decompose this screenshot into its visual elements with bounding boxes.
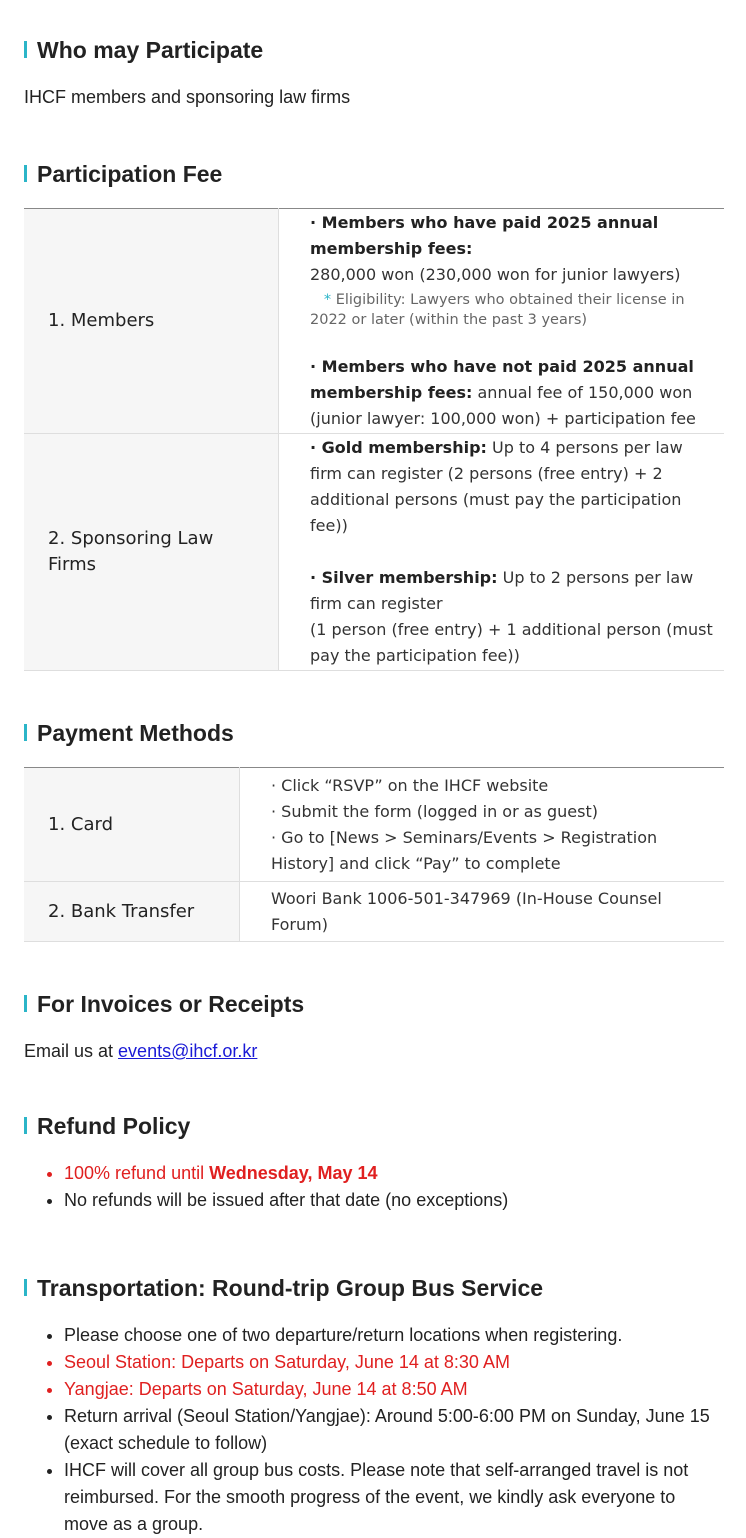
payment-heading: Payment Methods (24, 719, 724, 747)
silver-text-2: (1 person (free entry) + 1 additional person (must pay the participation fee)) (310, 620, 713, 665)
gold-text: Up to 4 persons per law firm can register (2 persons (free entry) + 2 additional persons (must pay the participation fee)) (310, 438, 683, 535)
participate-text: IHCF members and sponsoring law firms (24, 87, 351, 107)
table-row (24, 434, 724, 671)
bank-text: Woori Bank 1006-501-347969 (In-House Counsel Forum) (240, 882, 725, 942)
silver-membership (310, 565, 716, 617)
silver-title: · Silver membership: (310, 568, 498, 587)
sponsor-cell (279, 434, 725, 671)
members-unpaid-title: · Members who have not paid 2025 annual membership fees: (310, 357, 694, 402)
payment-table (24, 767, 724, 942)
members-cell (279, 209, 725, 434)
transport-heading: Transportation: Round-trip Group Bus Service (24, 1274, 724, 1302)
gold-membership (310, 435, 716, 539)
refund-heading: Refund Policy (24, 1112, 724, 1140)
members-unpaid (310, 354, 716, 432)
bank-label: 2. Bank Transfer (24, 882, 240, 942)
card-cell (240, 768, 725, 882)
participate-heading: Who may Participate (24, 36, 724, 64)
table-row (24, 209, 724, 434)
gold-title: · Gold membership: (310, 438, 487, 457)
refund-date: Wednesday, May 14 (209, 1163, 378, 1183)
card-label: 1. Card (24, 768, 240, 882)
transport-list (24, 1322, 724, 1538)
members-label: 1. Members (24, 209, 279, 434)
list-item: • Return arrival (Seoul Station/Yangjae): Around 5:00-6:00 PM on Sunday, June 15 (exact schedule to follow) (64, 1403, 724, 1457)
fee-table (24, 208, 724, 671)
list-item: • Please choose one of two departure/return locations when registering. (64, 1322, 724, 1349)
table-row (24, 882, 724, 942)
members-unpaid-text: annual fee of 150,000 won (junior lawyer: 100,000 won) + participation fee (310, 383, 696, 428)
card-step: · Go to [News > Seminars/Events > Registration History] and click “Pay” to complete (271, 827, 658, 873)
list-item: • Yangjae: Departs on Saturday, June 14 at 8:50 AM (64, 1376, 724, 1403)
card-step: · Click “RSVP” on the IHCF website (271, 775, 549, 795)
invoice-prefix: Email us at (24, 1041, 119, 1061)
card-step: · Submit the form (logged in or as guest) (271, 801, 598, 821)
list-item: • No refunds will be issued after that date (no exceptions) (64, 1187, 724, 1214)
silver-text: Up to 2 persons per law firm can register (310, 568, 694, 613)
eligibility-star: * (323, 292, 332, 308)
invoice-heading: For Invoices or Receipts (24, 990, 724, 1018)
eligibility-text: Eligibility: Lawyers who obtained their license in 2022 or later (within the past 3 years) (310, 292, 685, 328)
list-item (64, 1160, 724, 1187)
list-item: • Seoul Station: Departs on Saturday, June 14 at 8:30 AM (64, 1349, 724, 1376)
page (0, 36, 746, 1538)
sponsor-label: 2. Sponsoring Law Firms (24, 434, 279, 671)
list-item: • IHCF will cover all group bus costs. Please note that self-arranged travel is not reimbursed. For the smooth progress of the event, we kindly ask everyone to move as a group. (64, 1457, 724, 1538)
fee-heading: Participation Fee (24, 160, 724, 188)
refund-list (24, 1160, 724, 1214)
invoice-text (24, 1038, 724, 1064)
members-paid-title: · Members who have paid 2025 annual membership fees: (310, 213, 659, 258)
email-link[interactable]: events@ihcf.or.kr (118, 1041, 258, 1061)
refund-item-1: 100% refund until (64, 1163, 210, 1183)
eligibility-note (310, 290, 716, 330)
members-paid-amount: 280,000 won (230,000 won for junior lawyers) (310, 265, 681, 284)
table-row (24, 768, 724, 882)
